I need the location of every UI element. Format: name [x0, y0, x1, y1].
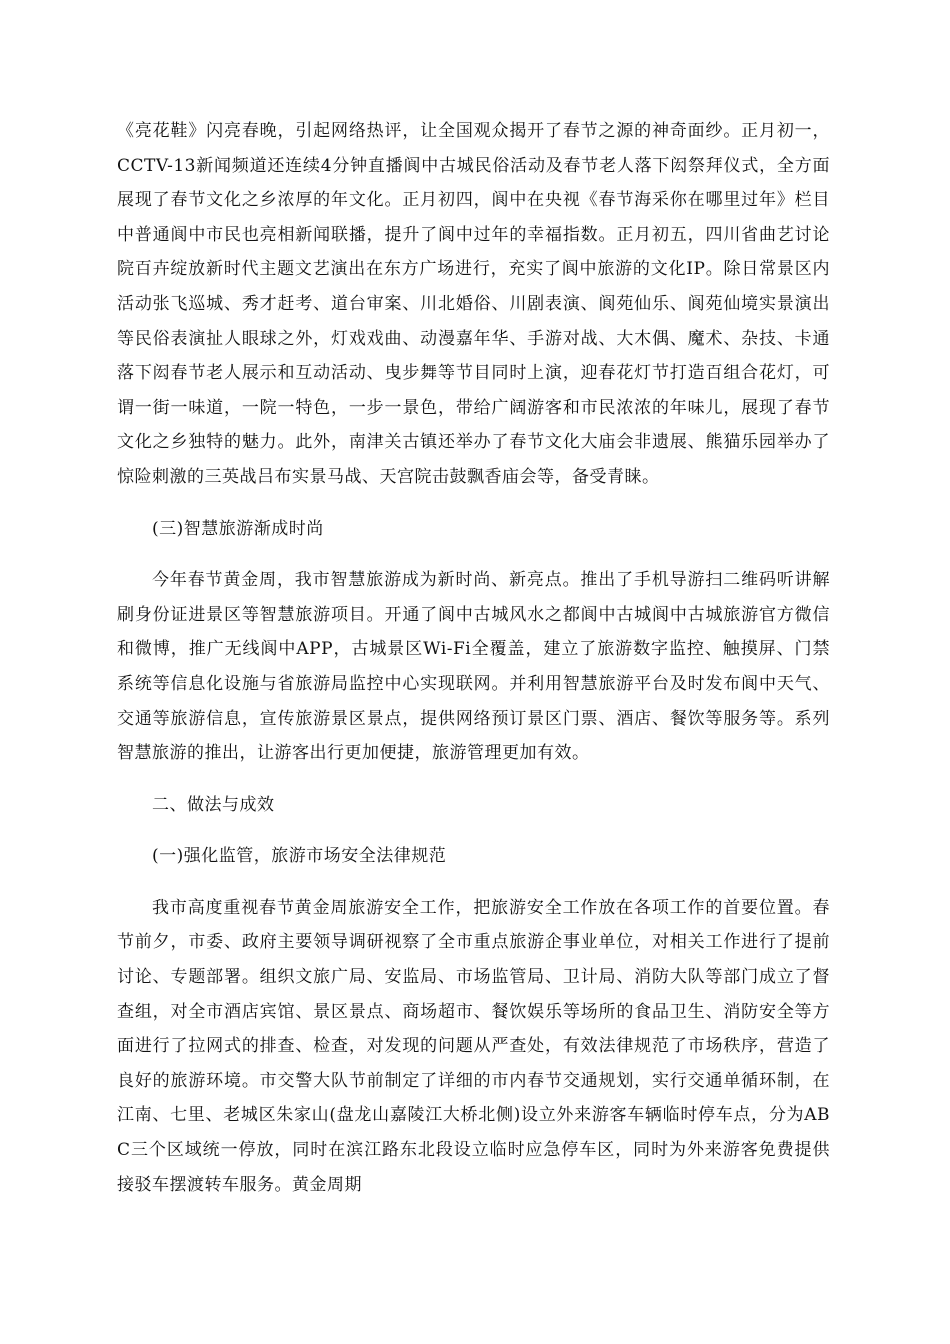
- paragraph-gap: [117, 546, 830, 563]
- paragraph-gap: [117, 495, 830, 512]
- document-body: [117, 114, 830, 1202]
- section-heading-methods-results: 二、做法与成效: [152, 794, 275, 815]
- subsection-heading-supervision: (一)强化监管，旅游市场安全法律规范: [152, 846, 447, 867]
- paragraph-spring-gala: 《亮花鞋》闪亮春晚，引起网络热评，让全国观众揭开了春节之源的神奇面纱。正月初一，CCTV-13新闻频道还连续4分钟直播阆中古城民俗活动及春节老人落下闳祭拜仪式，全方面展现了春节文化之乡浓厚的年文化。正月初四，阆中在央视《春节海采你在哪里过年》栏目中普通阆中市民也亮相新闻联播，提升了阆中过年的幸福指数。正月初五，四川省曲艺讨论院百卉绽放新时代主题文艺演出在东方广场进行，充实了阆中旅游的文化IP。除日常景区内活动张飞巡城、秀才赶考、道台审案、川北婚俗、川剧表演、阆苑仙乐、阆苑仙境实景演出等民俗表演扯人眼球之外，灯戏戏曲、动漫嘉年华、手游对战、大木偶、魔术、杂技、卡通落下闳春节老人展示和互动活动、曳步舞等节目同时上演，迎春花灯节打造百组合花灯，可谓一街一味道，一院一特色，一步一景色，带给广阔游客和市民浓浓的年味儿，展现了春节文化之乡独特的魅力。此外，南津关古镇还举办了春节文化大庙会非遗展、熊猫乐园举办了惊险刺激的三英战吕布实景马战、天宫院击鼓飘香庙会等，备受青睐。: [117, 121, 830, 487]
- section-heading-smart-tourism: (三)智慧旅游渐成时尚: [152, 518, 324, 539]
- paragraph-gap: [117, 874, 830, 891]
- paragraph-gap: [117, 771, 830, 788]
- paragraph-smart-tourism: 今年春节黄金周，我市智慧旅游成为新时尚、新亮点。推出了手机导游扫二维码听讲解刷身份证进景区等智慧旅游项目。开通了阆中古城风水之都阆中古城阆中古城旅游官方微信和微博，推广无线阆中APP，古城景区Wi-Fi全覆盖，建立了旅游数字监控、触摸屏、门禁系统等信息化设施与省旅游局监控中心实现联网。并利用智慧旅游平台及时发布阆中天气、交通等旅游信息，宣传旅游景区景点，提供网络预订景区门票、酒店、餐饮等服务等。系列智慧旅游的推出，让游客出行更加便捷，旅游管理更加有效。: [117, 570, 830, 764]
- paragraph-safety-work: 我市高度重视春节黄金周旅游安全工作，把旅游安全工作放在各项工作的首要位置。春节前夕，市委、政府主要领导调研视察了全市重点旅游企事业单位，对相关工作进行了提前讨论、专题部署。组织文旅广局、安监局、市场监管局、卫计局、消防大队等部门成立了督查组，对全市酒店宾馆、景区景点、商场超市、餐饮娱乐等场所的食品卫生、消防安全等方面进行了拉网式的排查、检查，对发现的问题从严查处，有效法律规范了市场秩序，营造了良好的旅游环境。市交警大队节前制定了详细的市内春节交通规划，实行交通单循环制，在江南、七里、老城区朱家山(盘龙山嘉陵江大桥北侧)设立外来游客车辆临时停车点，分为ABC三个区域统一停放，同时在滨江路东北段设立临时应急停车区，同时为外来游客免费提供接驳车摆渡转车服务。黄金周期: [117, 897, 830, 1195]
- paragraph-gap: [117, 822, 830, 839]
